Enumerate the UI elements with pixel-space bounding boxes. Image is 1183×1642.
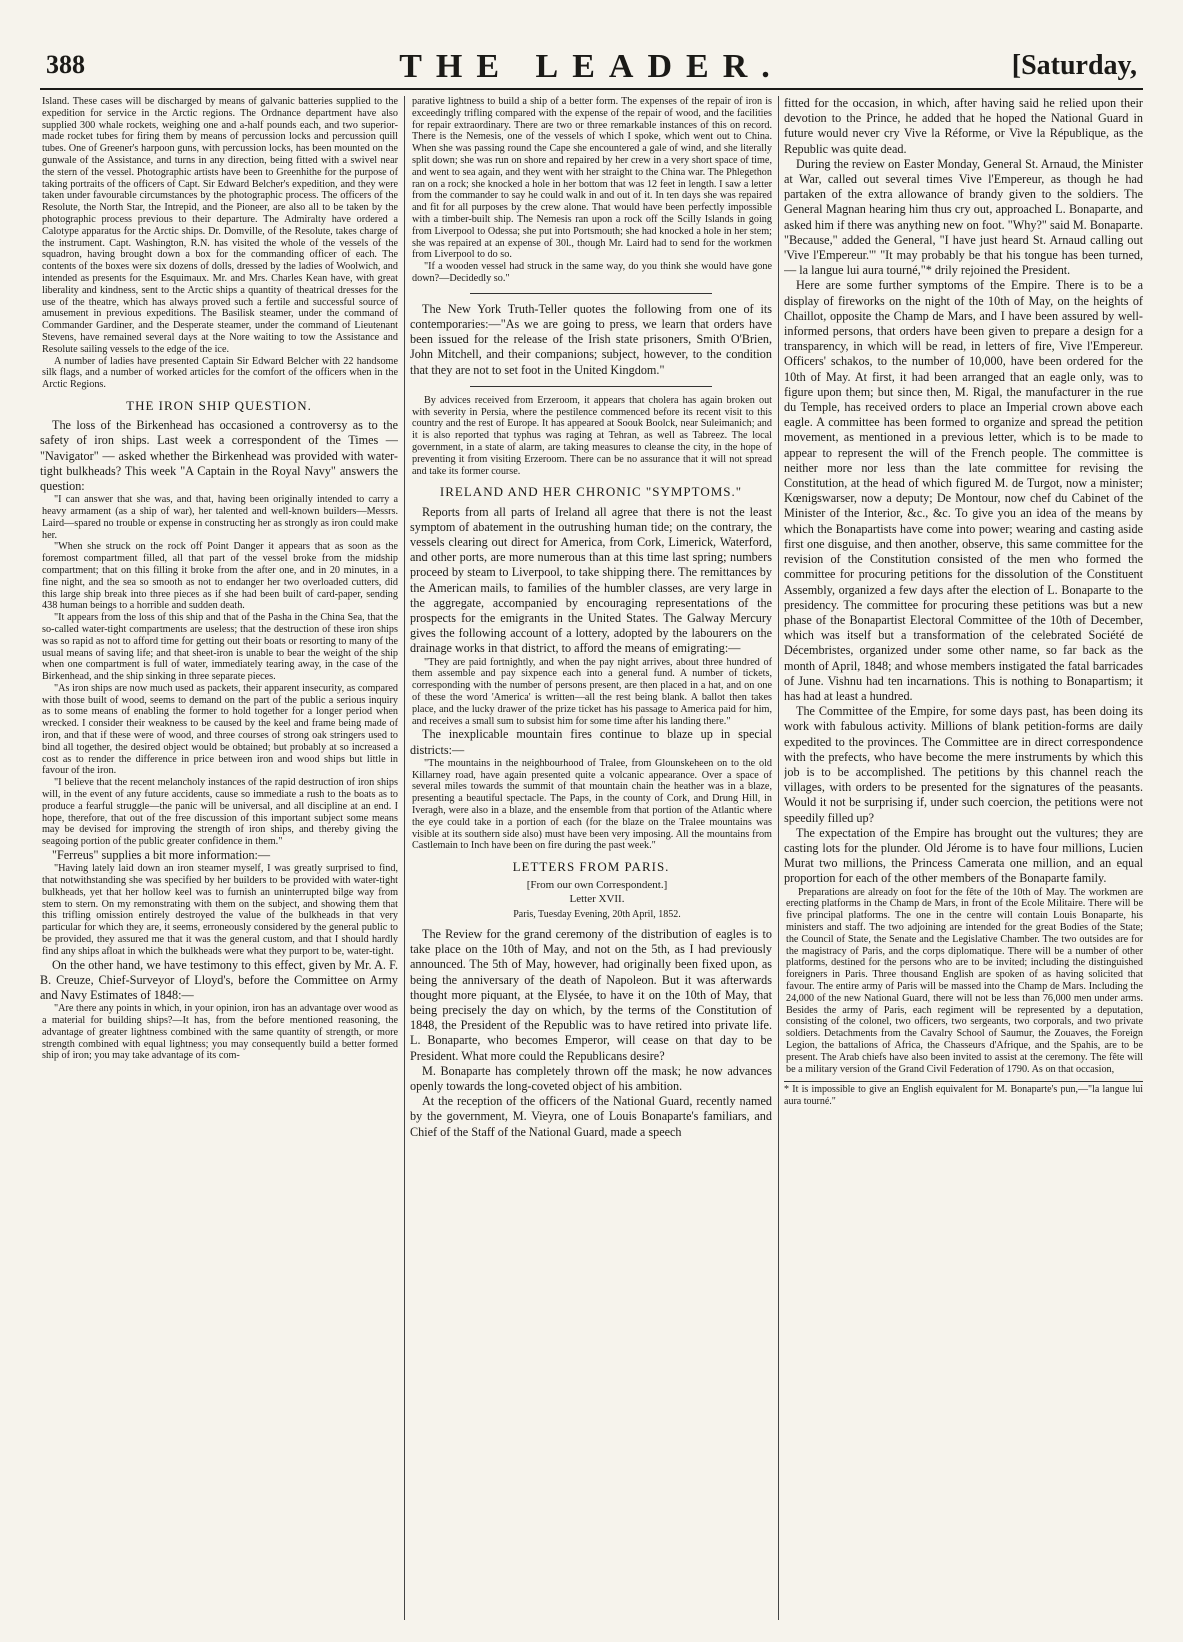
quote-paragraph: "If a wooden vessel had struck in the same way, do you think she would have gone down?—Decidedly so." <box>412 261 772 284</box>
column-3 <box>784 96 1143 1620</box>
quote-paragraph: "As iron ships are now much used as packets, their apparent insecurity, as compared with those built of wood, seems to demand on the part of the public a serious inquiry as to some means of enabling the former to hold together for a longer period when wrecked. I consider their weakness to be caused by the keel and frame being made of iron, and that if these were of wood, and three courses of strong oak stringers used to bind all together, the desired object would be obtained; but probably at so increased a cost as to render the difference in price between iron and wood ships but little in favour of the iron. <box>42 682 398 777</box>
paragraph: The New York Truth-Teller quotes the following from one of its contemporaries:—"As we are going to press, we learn that orders have been issued for the release of the Irish state prisoners, Smith O'Brien, John Mitchell, and their companions; subject, however, to the condition that they are not to set foot in the United Kingdom." <box>410 301 772 377</box>
paragraph: M. Bonaparte has completely thrown off the mask; he now advances openly towards the long-coveted object of his ambition. <box>410 1063 772 1093</box>
quote-paragraph: "Having lately laid down an iron steamer myself, I was greatly surprised to find, that notwithstanding she was specified by her builders to be provided with water-tight bulkheads, yet that her hollow keel was to furnish an uninterrupted bilge way from stem to stern. On my remonstrating with them on the subject, and showing them that this trifling omission entirely destroyed the value of the bulkheads in that very particular for which they are, it seems, erroneously considered by the general public to be provided, they assured me that it was the general custom, and that I should hardly find any ships afloat in which the bulkheads were what they purport to be, water-tight. <box>42 863 398 957</box>
paragraph: Here are some further symptoms of the Empire. There is to be a display of fireworks on the night of the 10th of May, on the heights of Chaillot, opposite the Champ de Mars, and I have been assured by well-informed persons, that orders have been given to prepare a design for a transparency, in which will be read, in letters of fire, Vive l'Empereur. Officers' schakos, to the number of 10,000, have been ordered for the 10th of May. At first, it had been arranged that an eagle only, was to figure upon them; but since then, M. Rigal, the manufacturer in the rue du Temple, has received orders to place an Imperial crown above each eagle. A committee has been formed to organize and spread the petition movement, as mentioned in a previous letter, which is to be made to appear to represent the will of the French people. The committee is neither more nor less than the late committee for revising the Constitution, at the head of which figured M. de Turgot, now a minister; Kœnigswarser, now a deputy; De Montour, now chef du Cabinet of the Minister of the Interior, &c., &c. To give you an idea of the means by which the Bonapartists have come into power; wearing and casting aside first one disguise, and then another, observe, this same committee for the revision of the Constitution consisted of the men who formed the committee for procuring petitions for the dissolution of the Constituent Assembly, organized a few days after the election of L. Bonaparte to the presidency. The committee for procuring these petitions was but a new phase of the Bonapartist Electoral Committee of the 10th of December, which was itself but a transformation of the celebrated Société de Décembristes, organized under some other name, so far back as the month of April, 1848; and whose members instigated the fatal barricades of June. Vishnu had ten incarnations. This is nothing to Bonapartism; it has had at least a hundred. <box>784 278 1143 703</box>
quote-paragraph: "Are there any points in which, in your opinion, iron has an advantage over wood as a material for building ships?—It has, from the before mentioned reasoning, the advantage of greater lightness combined with the same quantity of strength, or more strength combined with equal lightness; you may consequently build a better formed ship of iron; you may take advantage of its com- <box>42 1003 398 1062</box>
columns <box>40 96 1143 1620</box>
byline: [From our own Correspondent.] <box>526 879 668 892</box>
paragraph: The Review for the grand ceremony of the distribution of eagles is to take place on the 10th of May, and not on the 5th, as I had previously announced. The 5th of May, however, had originally been fixed upon, as being the anniversary of the death of Napoleon. But it was afterwards thought more piquant, at the Elysée, to have it on the 10th of May, that being precisely the day on which, by the terms of the Constitution of 1848, the President of the Republic was to have retired into private life. L. Bonaparte, who becomes Emperor, will cease on that day to be President. What more could the Republicans desire? <box>410 926 772 1063</box>
paragraph: Island. These cases will be discharged by means of galvanic batteries supplied to the expedition for service in the Arctic regions. The Ordnance department have also supplied 300 whale rockets, weighing one and a-half pounds each, and two superior-made rocket tubes for firing them by means of percussion locks and percussion quill tubes. One of Greener's harpoon guns, with percussion locks, has been mounted on the gunwale of the Assistance, and turns in any direction, being fitted with a swivel near the stern of the vessel. Photographic artists have been to Greenhithe for the purpose of taking portraits of the officers of Capt. Sir Edward Belcher's expedition, and they were taken under favourable circumstances by the photographic process. The officers of the Resolute, the North Star, the Intrepid, and the Pioneer, are also all to be taken by the photographic process previous to their departure. The Admiralty have ordered a Calotype apparatus for the Arctic ships. Dr. Domville, of the Resolute, takes charge of the instrument. Capt. Washington, R.N. has visited the whole of the vessels of the squadron, having brought down a box for the commanding officer of each. The contents of the boxes were six dozens of dolls, dressed by the ladies of Woolwich, and intended as presents for the Esquimaux. Mr. and Mrs. Charles Kean have, with great liberality and kindness, sent to the Arctic ships a quantity of theatrical dresses for the use of the theatre, which has always proved such a fertile and successful source of amusement in previous expeditions. The Basilisk steamer, under the command of Commander Gardiner, and the Desperate steamer, under the command of Lieutenant Stevens, have remained several days at the Nore waiting to tow the Assistance and Resolute sailing vessels to the edge of the ice. <box>42 96 398 355</box>
page-number: 388 <box>46 50 85 79</box>
section-heading: THE IRON SHIP QUESTION. <box>126 397 312 413</box>
section-heading: LETTERS FROM PARIS. <box>512 859 670 875</box>
quote-paragraph: "They are paid fortnightly, and when the pay night arrives, about three hundred of them assemble and pay sixpence each into a general fund. A number of tickets, corresponding with the number of persons present, are then placed in a hat, and on one of these the word 'America' is written—all the rest being blank. A ballot then takes place, and the lucky drawer of the prize ticket has his passage to America paid for him, and receives a small sum to subsist him for some time after his landing there." <box>412 656 772 727</box>
paragraph: Preparations are already on foot for the fête of the 10th of May. The workmen are erecting platforms in the Champ de Mars, in front of the Ecole Militaire. There will be five principal platforms. The one in the centre will contain Louis Bonaparte, his ministers and staff. The two adjoining are intended for the great Bodies of the State; the Council of State, the Senate and the Legislative Chamber. The two outsides are for the magistracy of Paris, and the corps diplomatique. There will be a number of other platforms, destined for the persons who are to be invited; including the distinguished foreigners in Paris. Three thousand English are spoken of as having solicited that favour. The entire army of Paris will be massed into the Champ de Mars. Including the 24,000 of the new National Guard, there will not be less than 76,000 men under arms. Besides the army of Paris, each regiment will be represented by a deputation, consisting of the colonel, two officers, two sergeants, two corporals, and two private soldiers. Detachments from the Cavalry School of Saumur, the Zouaves, the Foreign Legion, the battalions of Africa, the Chasseurs d'Afrique, and the Spahis, are to be present. The Arab chiefs have also been invited to assist at the ceremony. The fête will be a military version of the Grand Civil Federation of 1790. As on that occasion, <box>786 886 1143 1075</box>
dateline: Paris, Tuesday Evening, 20th April, 1852. <box>513 908 681 920</box>
masthead <box>40 48 1143 90</box>
quote-paragraph: "When she struck on the rock off Point Danger it appears that as soon as the foremost compartment filled, all that part of the vessel broke from the midship compartment; that on this filling it broke from the after one, and in 20 minutes, in a fine night, and the sea so smooth as not to endanger her two overloaded cutters, did this large ship break into three pieces as if she had been built of card-paper, sending 438 human beings to a horrible and sudden death. <box>42 541 398 612</box>
quote-paragraph: "I believe that the recent melancholy instances of the rapid destruction of iron ships will, in the event of any future accidents, cause so immediate a rush to the boats as to produce a fearful struggle—the panic will be universal, and all discipline at an end. I hope, therefore, that out of the free discussion of this important subject some means may be devised for improving the strength of iron ships, and thereby giving the seagoing portion of the public greater confidence in them." <box>42 777 398 848</box>
newspaper-title: THE LEADER. <box>399 48 784 85</box>
quote-paragraph: "It appears from the loss of this ship and that of the Pasha in the China Sea, that the so-called water-tight compartments are useless; that the destruction of these iron ships was so rapid as not to afford time for getting out their boats or resorting to many of the usual means of saving life; and that sheet-iron is unable to bear the weight of the ship when one compartment is full of water, immediately tearing away, in the case of the Birkenhead, and the ship sinking in three separate pieces. <box>42 612 398 683</box>
paragraph: The expectation of the Empire has brought out the vultures; they are casting lots for the plunder. Old Jérome is to have four millions, Lucien Murat two millions, the Princess Camerata one million, and an equal proportion for each of the other members of the Bonaparte family. <box>784 825 1143 886</box>
paragraph: The Committee of the Empire, for some days past, has been doing its work with fabulous activity. Millions of blank petition-forms are daily expedited to the provinces. The Committee are in direct correspondence with the prefects, who have become the mere instruments by which this job is to be accomplished. The petitions by this channel reach the villages, with orders to be presented for the signatures of the peasants. Would it not be surprising if, under such coercion, the petitions were not speedily filled up? <box>784 704 1143 825</box>
quote-paragraph: "The mountains in the neighbourhood of Tralee, from Glounskeheen on to the old Killarney road, have again presented quite a volcanic appearance. Over a space of several miles towards the summit of that mountain chain the heather was in a blaze, presenting a beautiful spectacle. The Paps, in the county of Cork, and Drung Hill, in Iveragh, were also in a blaze, and the ensemble from that portion of the Atlantic where the eye could take in a portion of each (for the blaze on the Tralee mountains was visible at its southern side also) must have been very imposing. All the mountains from Castlemain to Inch have been on fire during the past week." <box>412 757 772 852</box>
paragraph: During the review on Easter Monday, General St. Arnaud, the Minister at War, called out several times Vive l'Empereur, as though he had partaken of the extra allowance of brandy given to the soldiers. The General Magnan hearing him thus cry out, approached L. Bonaparte, and asked him if there was anything new on foot. "Why?" said M. Bonaparte. "Because," added the General, "I have just heard St. Arnaud calling out 'Vive l'Empereur.'" "It may probably be that his tongue has been turned, — la langue lui aura tourné,"* drily rejoined the President. <box>784 156 1143 278</box>
paragraph: The loss of the Birkenhead has occasioned a controversy as to the safety of iron ships. Last week a correspondent of the Times — "Navigator" — asked whether the Birkenhead was provided with water-tight bulkheads? This week "A Captain in the Royal Navy" answers the question: <box>40 418 398 493</box>
paragraph: By advices received from Erzeroom, it appears that cholera has again broken out with severity in Persia, where the pestilence commenced before its recent visit to this country and the rest of Europe. It has appeared at Soouk Boolck, near Suleimanich; and it is also reported that typhus was raging at Tehran, as well as Tabreez. The local government, in a state of alarm, are taking measures to cleanse the city, in the hope of preventing it from visiting Erzeroom. There can be no assurance that it will not spread and take its former course. <box>412 394 772 477</box>
paragraph: On the other hand, we have testimony to this effect, given by Mr. A. F. B. Creuze, Chief-Surveyor of Lloyd's, before the Committee on Army and Navy Estimates of 1848:— <box>40 957 398 1003</box>
divider <box>470 293 712 294</box>
quote-paragraph: "I can answer that she was, and that, having been originally intended to carry a heavy armament (as a ship of war), her talented and well-known builders—Messrs. Laird—spared no trouble or expense in constructing her as strongly as iron could make her. <box>42 494 398 541</box>
paragraph: The inexplicable mountain fires continue to blaze up in special districts:— <box>410 727 772 757</box>
divider <box>470 386 712 387</box>
paragraph: "Ferreus" supplies a bit more information:— <box>52 848 271 863</box>
quote-paragraph: parative lightness to build a ship of a better form. The expenses of the repair of iron is exceedingly trifling compared with the expense of the repair of wood, and the facilities for repair extraordinary. There are two or three remarkable instances of this on record. There is the Nemesis, one of the vessels of which I spoke, which went out to China. When she was passing round the Cape she encountered a gale of wind, and she literally split down; she was run on shore and repaired by her crew in a very short space of time, and went to sea again, and they went with her straight to the China war. The Phlegethon ran on a rock; she knocked a hole in her bottom that was 12 feet in length. I saw a letter from the commander to say he could walk in and out of it. In ten days she was repaired and fit for all purposes by the crew alone. That would have been perfectly impossible with a timber-built ship. The Nemesis ran upon a rock off the Scilly Islands in going from Liverpool to Odessa; she put into Portsmouth; she had knocked a hole in her stem; she was repaired at an expense of 30l., though Mr. Laird had to send for the workmen from Liverpool to do so. <box>412 96 772 261</box>
footnote: * It is impossible to give an English equivalent for M. Bonaparte's pun,—"la langue lui aura tourné." <box>784 1081 1143 1108</box>
paragraph: At the reception of the officers of the National Guard, recently named by the government, M. Vieyra, one of Louis Bonaparte's familiars, and Chief of the Staff of the National Guard, made a speech <box>410 1094 772 1139</box>
letter-number: Letter XVII. <box>569 892 625 905</box>
section-heading: IRELAND AND HER CHRONIC "SYMPTOMS." <box>439 484 743 500</box>
paragraph: A number of ladies have presented Captain Sir Edward Belcher with 22 handsome silk flags, and a number of worked articles for the comfort of the officers when in the Arctic Regions. <box>42 355 398 391</box>
column-2 <box>410 96 772 1620</box>
paragraph: fitted for the occasion, in which, after having said he relied upon their devotion to the Prince, he added that he hoped the National Guard in future would never cry Vive la Réforme, or Vive la République, as the Republic was quite dead. <box>784 96 1143 156</box>
issue-day: [Saturday, <box>1011 50 1137 81</box>
column-1 <box>40 96 398 1620</box>
paragraph: Reports from all parts of Ireland all agree that there is not the least symptom of abatement in the outrushing human tide; on the contrary, the vessels clearing out direct for America, from Cork, Limerick, Waterford, and other ports, are more numerous than at this time last spring; numbers proceed by steam to Liverpool, to take shipping there. The remittances by the American mails, to families of the humbler classes, are very large in the aggregate, accompanied by encouraging representations of the prospects for the emigrants in the United States. The Galway Mercury gives the following account of a lottery, adopted by the labourers on the drainage works in that district, to afford the means of emigrating:— <box>410 504 772 656</box>
